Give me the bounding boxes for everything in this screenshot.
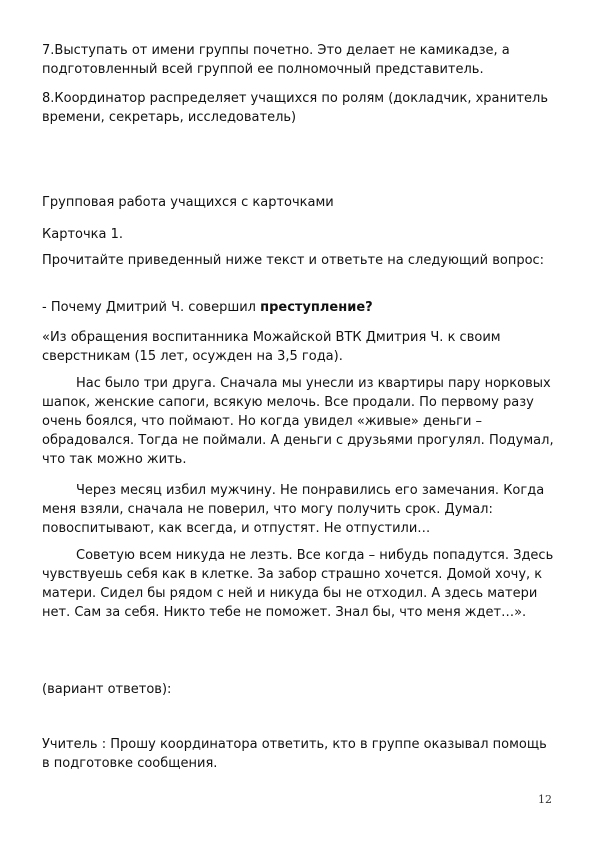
answer-variants: (вариант ответов): xyxy=(42,682,172,697)
quote-paragraph-2: Через месяц избил мужчину. Не понравились его замечания. Когда меня взяли, сначала не поверил, что могу получить срок. Думал: повоспитывают, как всегда, и отпустят. Не отпустили… xyxy=(42,483,545,536)
question-emphasis: преступление? xyxy=(260,300,373,315)
quote-paragraph-1: Нас было три друга. Сначала мы унесли из квартиры пару норковых шапок, женские сапоги, всякую мелочь. Все продали. По первому разу очень боялся, что поймают. Но когда увидел «живые» деньги – обрадовался. Тогда не поймали. А деньги с друзьями прогулял. Подумал, что так можно жить. xyxy=(42,376,554,467)
quote-paragraph-3: Советую всем никуда не лезть. Все когда – нибудь попадутся. Здесь чувствуешь себя как в клетке. За забор страшно хочется. Домой хочу, к матери. Сидел бы рядом с ней и никуда бы не отходил. А здесь матери нет. Сам за себя. Никто тебе не поможет. Знал бы, что меня ждет…». xyxy=(42,548,554,620)
paragraph-7: 7.Выступать от имени группы почетно. Это делает не камикадзе, а подготовленный всей группой ее полномочный представитель. xyxy=(42,43,510,77)
question-text: - Почему Дмитрий Ч. совершил xyxy=(42,300,261,315)
question xyxy=(42,298,557,317)
quote-intro: «Из обращения воспитанника Можайской ВТК Дмитрия Ч. к своим сверстникам (15 лет, осужден на 3,5 года). xyxy=(42,330,501,364)
paragraph-8: 8.Координатор распределяет учащихся по ролям (докладчик, хранитель времени, секретарь, исследователь) xyxy=(42,91,549,125)
card-title: Карточка 1. xyxy=(42,227,124,242)
task-instruction: Прочитайте приведенный ниже текст и ответьте на следующий вопрос: xyxy=(42,253,545,268)
page-number: 12 xyxy=(538,793,552,806)
teacher-line: Учитель : Прошу координатора ответить, кто в группе оказывал помощь в подготовке сообщения. xyxy=(42,737,547,771)
section-heading: Групповая работа учащихся с карточками xyxy=(42,195,334,210)
